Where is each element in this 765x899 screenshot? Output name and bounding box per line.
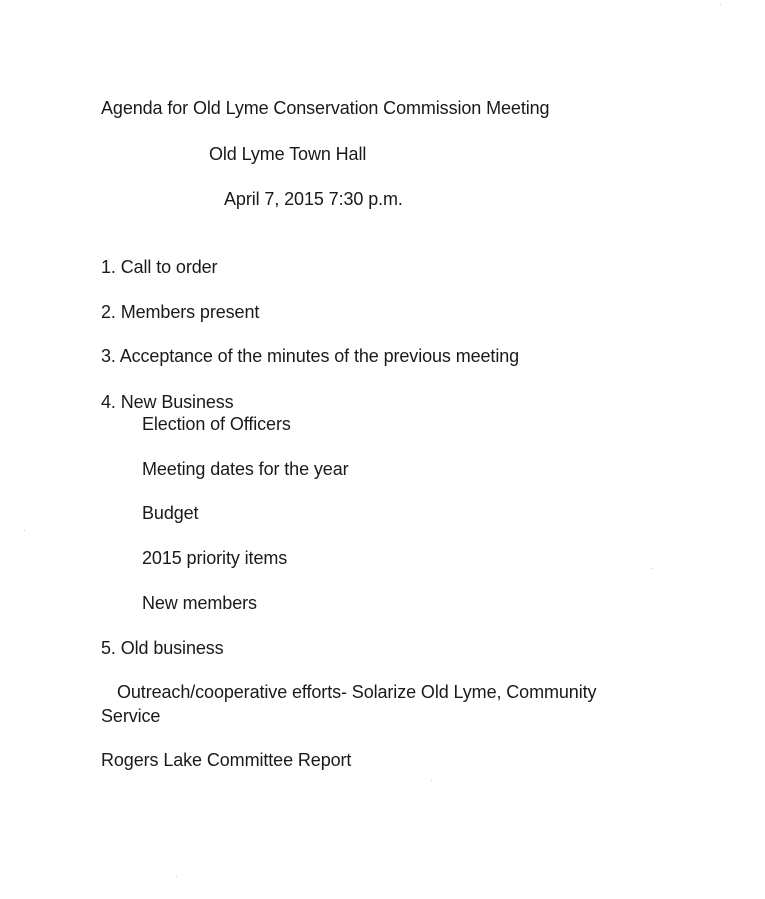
agenda-item-members-present: 2. Members present (101, 302, 260, 322)
old-business-outreach-line1: Outreach/cooperative efforts- Solarize Old Lyme, Community (117, 682, 597, 702)
old-business-rogers-lake: Rogers Lake Committee Report (101, 750, 352, 770)
old-business-outreach-line2: Service (101, 706, 161, 726)
agenda-item-call-to-order: 1. Call to order (101, 257, 218, 277)
agenda-item-new-business: 4. New Business (101, 392, 234, 412)
new-business-meeting-dates: Meeting dates for the year (142, 459, 349, 479)
agenda-item-old-business: 5. Old business (101, 638, 224, 658)
new-business-election: Election of Officers (142, 414, 291, 434)
agenda-item-minutes: 3. Acceptance of the minutes of the previous meeting (101, 346, 520, 366)
meeting-datetime: April 7, 2015 7:30 p.m. (224, 189, 403, 209)
scan-speck (176, 876, 177, 877)
scan-speck (24, 530, 25, 531)
new-business-budget: Budget (142, 503, 199, 523)
scan-speck (651, 568, 652, 569)
scan-speck (720, 4, 721, 5)
scan-speck (431, 780, 432, 781)
new-business-priority-items: 2015 priority items (142, 548, 288, 568)
meeting-location: Old Lyme Town Hall (209, 144, 367, 164)
new-business-new-members: New members (142, 593, 257, 613)
agenda-title: Agenda for Old Lyme Conservation Commission Meeting (101, 98, 550, 118)
